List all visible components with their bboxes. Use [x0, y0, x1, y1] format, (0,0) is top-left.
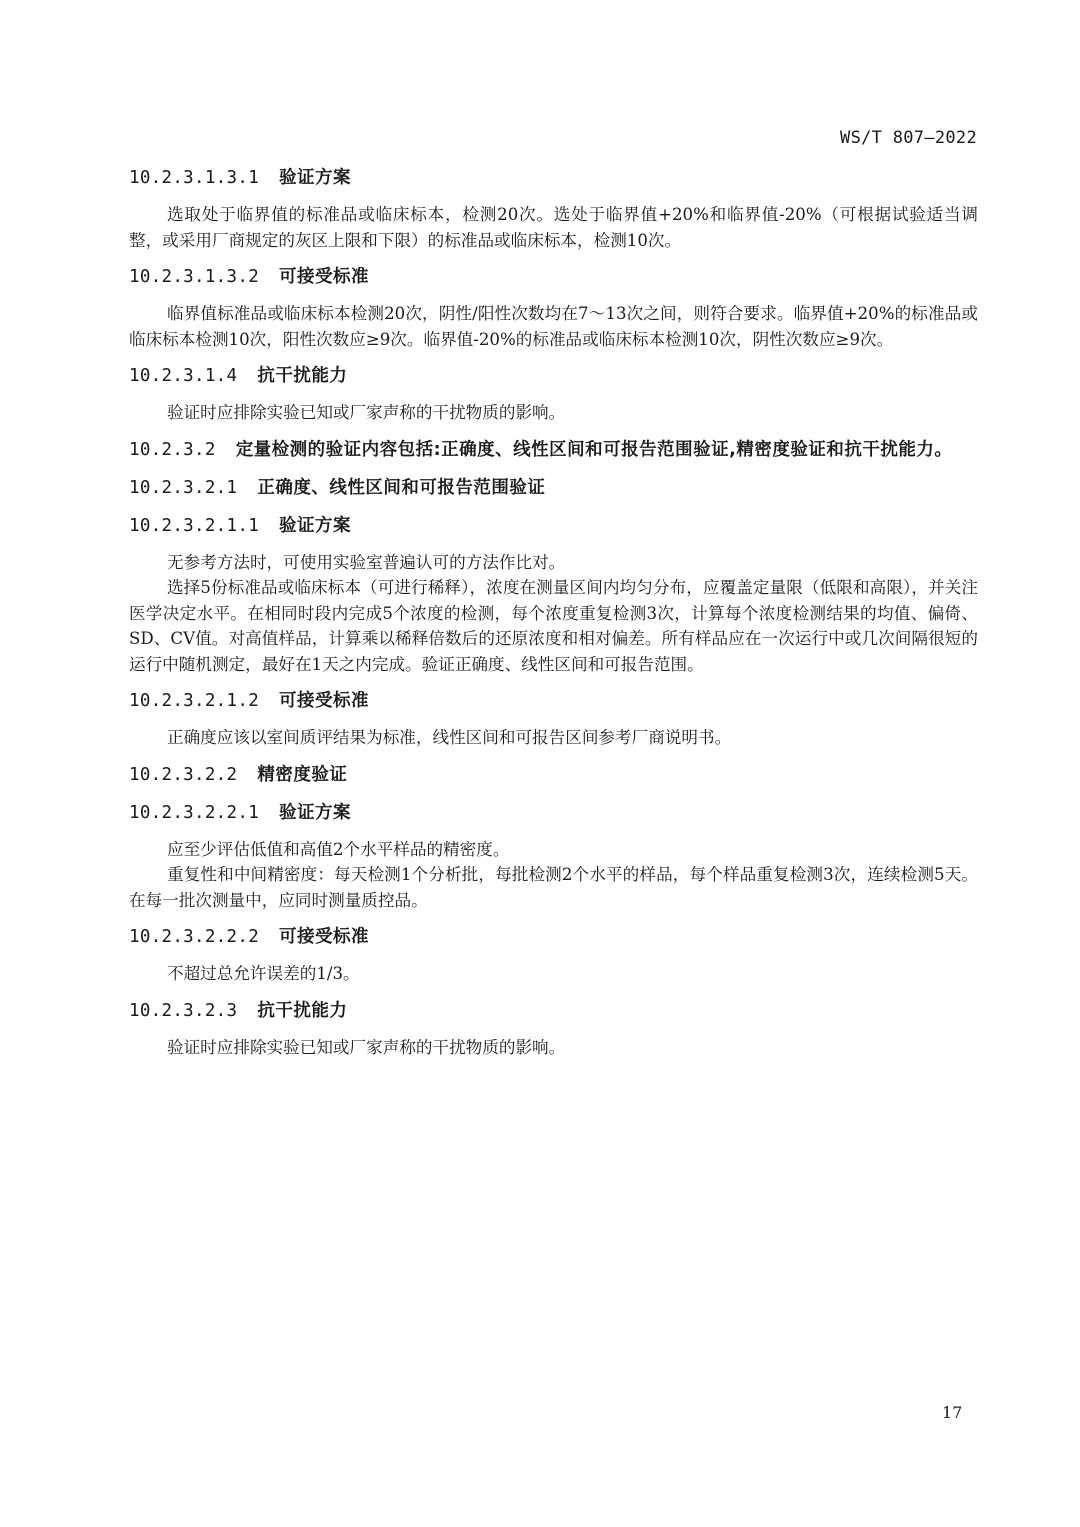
section-number: 10.2.3.2.1	[129, 477, 238, 498]
paragraph: 不超过总允许误差的1/3。	[167, 964, 360, 983]
section-title: 正确度、线性区间和可报告范围验证	[257, 477, 546, 498]
section-heading	[129, 263, 978, 291]
section-title: 可接受标准	[279, 927, 370, 947]
section-title: 可接受标准	[279, 691, 370, 711]
section-title: 验证方案	[279, 168, 352, 188]
paragraph: 重复性和中间精密度：每天检测1个分析批，每批检测2个水平的样品，每个样品重复检测3次，连续检测5天。在每一批次测量中，应同时测量质控品。	[129, 865, 978, 910]
section-heading	[129, 997, 978, 1025]
paragraph: 选择5份标准品或临床标本（可进行稀释），浓度在测量区间内均匀分布，应覆盖定量限（低限和高限），并关注医学决定水平。在相同时段内完成5个浓度的检测，每个浓度重复检测3次，计算每个浓度检测结果的均值、偏倚、SD、CV值。对高值样品，计算乘以稀释倍数后的还原浓度和相对偏差。所有样品应在一次运行中或几次间隔很短的运行中随机测定，最好在1天之内完成。验证正确度、线性区间和可报告范围。	[129, 578, 978, 674]
section-number: 10.2.3.2.2.1	[129, 802, 260, 823]
page-number: 17	[942, 1403, 963, 1422]
section-heading	[129, 923, 978, 951]
paragraph: 应至少评估低值和高值2个水平样品的精密度。	[167, 839, 510, 859]
section-title: 验证方案	[279, 802, 352, 823]
section-title: 定量检测的验证内容包括:正确度、线性区间和可报告范围验证,精密度验证和抗干扰能力。	[235, 439, 953, 460]
section-number: 10.2.3.1.3.2	[129, 267, 260, 287]
paragraph: 验证时应排除实验已知或厂家声称的干扰物质的影响。	[167, 403, 566, 422]
paragraph: 无参考方法时，可使用实验室普遍认可的方法作比对。	[167, 552, 566, 572]
paragraph: 验证时应排除实验已知或厂家声称的干扰物质的影响。	[167, 1037, 566, 1057]
section-heading	[129, 474, 978, 502]
section-title: 精密度验证	[257, 764, 348, 785]
paragraph: 临界值标准品或临床标本检测20次，阴性/阳性次数均在7～13次之间，则符合要求。临界值+20%的标准品或临床标本检测10次，阳性次数应≥9次。临界值-20%的标准品或临床标本检测10次，阴性次数应≥9次。	[129, 304, 978, 349]
paragraph: 选取处于临界值的标准品或临床标本，检测20次。选处于临界值+20%和临界值-20%（可根据试验适当调整，或采用厂商规定的灰区上限和下限）的标准品或临床标本，检测10次。	[129, 205, 978, 250]
section-number: 10.2.3.2.1.1	[129, 515, 260, 536]
section-heading	[129, 362, 978, 390]
section-heading	[129, 799, 978, 827]
section-heading	[129, 436, 978, 464]
section-number: 10.2.3.2.2.2	[129, 927, 260, 947]
document-body	[129, 164, 978, 1070]
paragraph: 正确度应该以室间质评结果为标准，线性区间和可报告区间参考厂商说明书。	[167, 728, 732, 747]
section-title: 抗干扰能力	[257, 366, 348, 386]
section-number: 10.2.3.1.3.1	[129, 168, 260, 188]
section-number: 10.2.3.2.3	[129, 1000, 238, 1021]
section-number: 10.2.3.1.4	[129, 366, 238, 386]
document-code: WS/T 807—2022	[840, 128, 977, 148]
section-title: 抗干扰能力	[257, 1000, 348, 1021]
section-heading	[129, 687, 978, 715]
section-title: 验证方案	[279, 515, 352, 536]
section-heading	[129, 761, 978, 789]
section-number: 10.2.3.2.2	[129, 764, 238, 785]
section-number: 10.2.3.2	[129, 439, 216, 460]
section-heading	[129, 164, 978, 192]
section-number: 10.2.3.2.1.2	[129, 691, 260, 711]
section-title: 可接受标准	[279, 267, 370, 287]
section-heading	[129, 512, 978, 540]
